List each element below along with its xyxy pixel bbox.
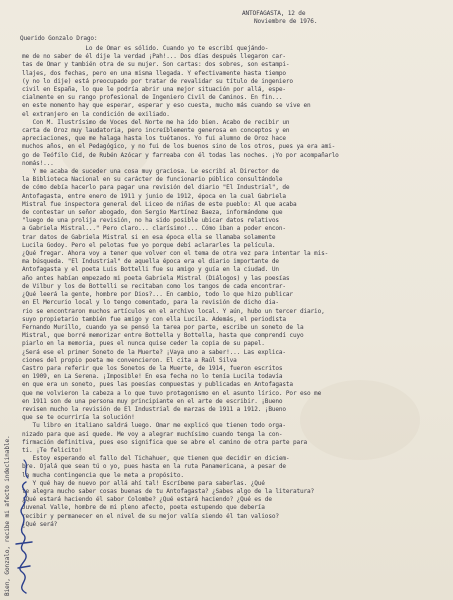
letter-line: que me volvieron la cabeza a lo que tuvo protagonismo en el asunto lírico. Por eso me [22,389,322,397]
letter-line: a Gabriela Mistral..." Pero claro... clarísimo!... Cómo iban a poder encon- [22,225,286,233]
letter-line: tas de Omar y también otra de su mujer. Son cartas: dos sobres, son estampi- [22,61,290,69]
letter-line: carta de Oroz muy laudatoria, pero increíblemente generosa en conceptos y en [22,127,290,135]
letter-line: nizado para que así quede. Me voy a alegrar muchísimo cuando tenga la con- [22,430,283,438]
letter-line: de Vilbur y los de Bottelli se recitaban como los tangos de cada encontrar- [22,282,286,290]
letter-line: en El Mercurio local y lo tengo comentado, para la revisión de dicho dia- [22,299,279,307]
letter-line: revisen mucho la revisión de El Industrial de marzas de 1911 a 1912. ¡Bueno [22,405,286,413]
letter-line: trar datos de Gabriela Mistral si en esa época ella se llamaba solamente [22,233,276,241]
letter-line: Antofagasta, entre enero de 1911 y junio de 1912, época en la cual Gabriela [22,192,286,200]
letter-line: ¿Qué estará haciendo él sabor Colombe? ¿Qué estará haciendo? ¿Qué es de [22,496,272,504]
letter-line: recibir y permanecer en el nivel de su mejor valía siendo él tan valioso? [22,512,279,520]
handwritten-signature-icon [6,448,40,598]
letter-line: ¿Qué será? [22,520,58,528]
letter-line: Y me acaba de suceder una cosa muy graciosa. Le escribí al Director de [22,168,279,176]
letter-line: Estoy esperando el fallo del Tichahuer, que tienen que decidir en diciem- [22,455,290,463]
letter-line: Y qué hay de nuevo por allá ahí tal! Escríbeme para saberlas. ¿Qué [22,479,265,487]
letter-line: firmación definitiva, pues eso significa que se abre el camino de otra parte para [22,438,308,446]
letter-body [22,45,442,529]
letter-line: civil en España, lo que le podría abrir una mejor situación por allá, espe- [22,86,286,94]
letter-line: (y no lo dije) está preocupado por tratar de revalidar su título de ingeniero [22,77,293,85]
letter-line: Lucila Godoy. Pero el pelotas fue yo porque debí aclararles la película. [22,241,276,249]
letter-line: Castro para referir que los Sonetos de la Muerte, de 1914, fueron escritos [22,364,283,372]
letter-line: Lo de Omar es sólido. Cuando yo te escribí quejándo- [22,45,269,52]
letter-salutation: Querido Gonzalo Drago: [20,35,98,42]
letter-line: te alegra mucho saber cosas buenas de tu Antofagasta? ¿Sabes algo de la literatura? [22,487,315,495]
letter-line: apreciaciones, que me halaga hasta los tuétanos. Yo fui alumno de Oroz hace [22,135,286,143]
letter-line: cialmente en su rango profesional de Ingeniero Civil de Caminos. En fin... [22,94,283,102]
letter-line: en que era un soneto, pues las poesías compuestas y publicadas en Antofagasta [22,381,293,389]
letter-date-line2: Noviembre de 1976. [254,18,318,25]
letter-line: año antes habían empezado mi poeta Gabriela Mistral (Diálogos) y las poesías [22,274,290,282]
letter-line: Fernando Murillo, cuando ya se pensó la tarea por parte, escribe un soneto de la [22,323,304,331]
margin-note: Bien, Gonzalo, recibe mi afecto indeclinable. [4,435,11,596]
letter-line: ti. ¡Te felicito! [22,446,82,454]
letter-line: me de no saber de él dije la verdad ¡Pah!... Dos días después llegaron car- [22,53,286,61]
letter-line: nomás!... [22,159,54,167]
letter-line: bre. Ojalá que sean tú o yo, pues hasta en la ruta Panamericana, a pesar de [22,463,286,471]
letter-line: de cómo debía hacerlo para pagar una revisión del diario "El Industrial", de [22,184,290,192]
letter-line: el extranjero en la condición de exiliado. [22,110,170,118]
letter-line: ma búsqueda. "El Industrial" de aquella época era el diario importante de [22,258,279,266]
letter-line: en este momento hay que esperar, esperar y eso cuesta, mucho más cuando se vive en [22,102,311,110]
letter-line: Mistral, que borré memorizar entre Bottella y Bottella, hasta que comprendí cuyo [22,332,304,340]
letter-line: piarlo en la memoria, pues el nunca quise ceder la copia de su papel. [22,340,265,348]
letter-line: la Biblioteca Nacional en su carácter de funcionario público consultándole [22,176,283,184]
letter-line: llajes, dos fechas, pero en una misma llegada. Y efectivamente hasta tiempo [22,69,286,77]
letter-line: go de Teófilo Cid, de Rubén Azócar y farreaba con él todas las noches. ¡Yo por acompañarlo [22,151,339,159]
letter-line: Antofagasta y el poeta Luis Bottelli fue su amigo y guía en la ciudad. Un [22,266,279,274]
letter-line: ¿Será ese el primer Soneto de la Muerte? ¡Vaya uno a saber!... Las explica- [22,348,286,356]
letter-line: la mucha contingencia que le meta a propósito. [22,471,184,479]
letter-line: de contestar un señor abogado, don Sergio Martínez Baeza, informándome que [22,209,283,217]
letter-line: en 1909, en La Serena. ¡Imposible! En esa fecha no lo tenía Lucila todavía [22,373,283,381]
letter-line: suyo propietario también fue amigo y con ella Lucila. Además, el periodista [22,315,286,323]
letter-line: Tu libro en italiano saldrá luego. Omar me explicó que tienen todo orga- [22,422,286,430]
letter-line: ciones del propio poeta me convencieron. El cita a Raúl Silva [22,356,237,364]
letter-line: "luego de una prolija revisión, no ha sido posible ubicar datos relativos [22,217,279,225]
letter-line: en 1911 son de una persona muy principiante en el arte de escribir. ¡Bueno [22,397,283,405]
letter-line: que se te ocurriría la solución! [22,414,135,422]
letter-line: Juvenal Valle, hombre de mi pleno afecto, poeta estupendo que debería [22,504,265,512]
letter-line: Con M. Ilustrísimo de Voces del Norte me ha ido bien. Acabo de recibir un [22,118,290,126]
letter-date-line1: ANTOFAGASTA, 12 de [242,10,306,17]
letter-line: muchos años, en el Pedagógico, y no fui de los buenos sino de los otros, pues ya era ami- [22,143,336,151]
letter-line: ¿Qué leerá la gente, hombre por Dios?... En cambio, todo lo que hizo publicar [22,291,293,299]
letter-line: ¿Qué fregar. Ahora voy a tener que volver con el tema de otra vez para intentar la mis- [22,250,329,258]
letter-line: rio se encontraron muchos artículos en el archivo local. Y aún, hubo un tercer diario, [22,307,325,315]
letter-line: Mistral fue inspectora general del Liceo de niñas de este pueblo: Al que acaba [22,200,297,208]
